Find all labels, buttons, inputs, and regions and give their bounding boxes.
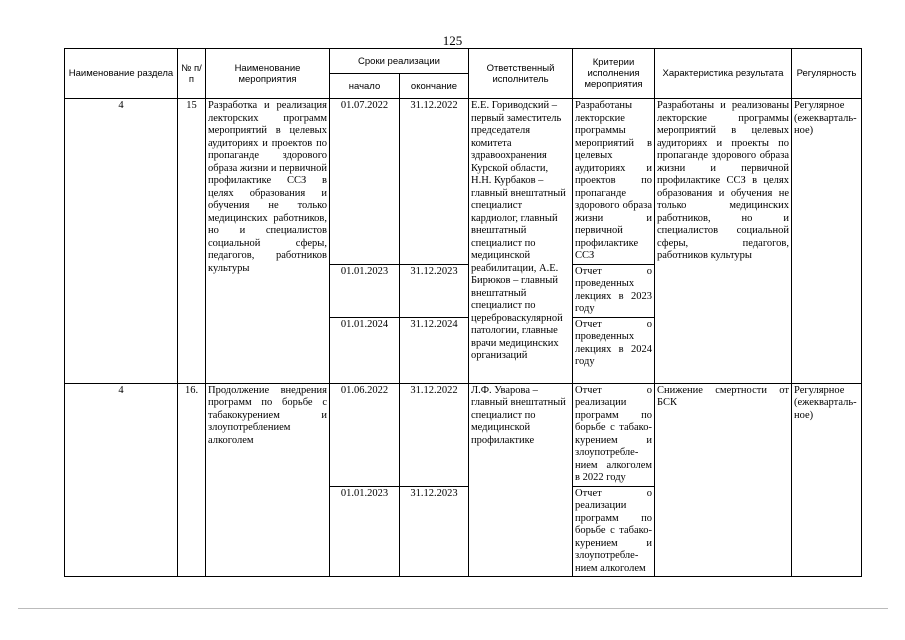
result-cell: Разработаны и реализованы лекторские программы мероприятий в целевых аудиториях и проекты по пропаганде здорового образа жизни и первичной профилактике ССЗ в целях образования и обучения не только медицинских работников, но и специалистов социальной сферы, педагогов, работников культуры — [655, 99, 792, 384]
header-row — [65, 49, 862, 74]
criteria-cell: Отчет о реализации программ по борьбе с табако-курением и злоупотребле-нием алкоголем — [573, 486, 655, 577]
num-cell: 15 — [178, 99, 206, 384]
header-criteria: Критерии исполнения мероприятия — [573, 49, 655, 99]
start-cell: 01.07.2022 — [330, 99, 400, 265]
start-cell: 01.01.2023 — [330, 264, 400, 317]
bottom-divider — [18, 608, 888, 609]
header-section: Наименование раздела — [65, 49, 178, 99]
criteria-cell: Разработаны лекторские программы мероприятий в целевых аудиториях и проектов по пропаганде здорового образа жизни и первичной профилактике ССЗ — [573, 99, 655, 265]
start-cell: 01.06.2022 — [330, 383, 400, 486]
responsible-cell: Л.Ф. Уварова – главный внештатный специалист по медицинской профилактике — [469, 383, 573, 577]
header-timing: Сроки реализации — [330, 49, 469, 74]
regularity-cell: Регулярное (ежекварталь-ное) — [792, 383, 862, 577]
header-end: окончание — [400, 74, 469, 99]
regularity-cell: Регулярное (ежекварталь-ное) — [792, 99, 862, 384]
criteria-cell: Отчет о проведенных лекциях в 2023 году — [573, 264, 655, 317]
criteria-cell: Отчет о проведенных лекциях в 2024 году — [573, 317, 655, 383]
end-cell: 31.12.2024 — [400, 317, 469, 383]
num-cell: 16. — [178, 383, 206, 577]
event-cell: Разработка и реализация лекторских программ мероприятий в целевых аудиториях и проектов по пропаганде здорового образа жизни и первичной профилактике ССЗ в целях образования и обучения не только медицинских работников, но и специалистов социальной сферы, педагогов, работников культуры — [206, 99, 330, 384]
header-regularity: Регулярность — [792, 49, 862, 99]
end-cell: 31.12.2022 — [400, 383, 469, 486]
end-cell: 31.12.2023 — [400, 264, 469, 317]
table-row — [65, 99, 862, 265]
header-result: Характеристика результата — [655, 49, 792, 99]
section-cell: 4 — [65, 383, 178, 577]
criteria-cell: Отчет о реализации программ по борьбе с табако-курением и злоупотребле-нием алкоголем в 2022 году — [573, 383, 655, 486]
header-start: начало — [330, 74, 400, 99]
start-cell: 01.01.2023 — [330, 486, 400, 577]
end-cell: 31.12.2022 — [400, 99, 469, 265]
end-cell: 31.12.2023 — [400, 486, 469, 577]
measures-table — [64, 48, 862, 577]
header-responsible: Ответственный исполнитель — [469, 49, 573, 99]
start-cell: 01.01.2024 — [330, 317, 400, 383]
header-event: Наименование мероприятия — [206, 49, 330, 99]
section-cell: 4 — [65, 99, 178, 384]
header-num: № п/п — [178, 49, 206, 99]
responsible-cell: Е.Е. Гориводский – первый заместитель председателя комитета здравоохранения Курской области, Н.Н. Курбаков – главный внештатный специалист кардиолог, главный внештатный специалист по медицинской реабилитации, А.Е. Бирюков – главный внештатный специалист по цереброваскулярной патологии, главные врачи медицинских организаций — [469, 99, 573, 384]
page-number: 125 — [442, 33, 463, 48]
table-row — [65, 383, 862, 486]
event-cell: Продолжение внедрения программ по борьбе с табакокурением и злоупотреблением алкоголем — [206, 383, 330, 577]
result-cell: Снижение смертности от БСК — [655, 383, 792, 577]
